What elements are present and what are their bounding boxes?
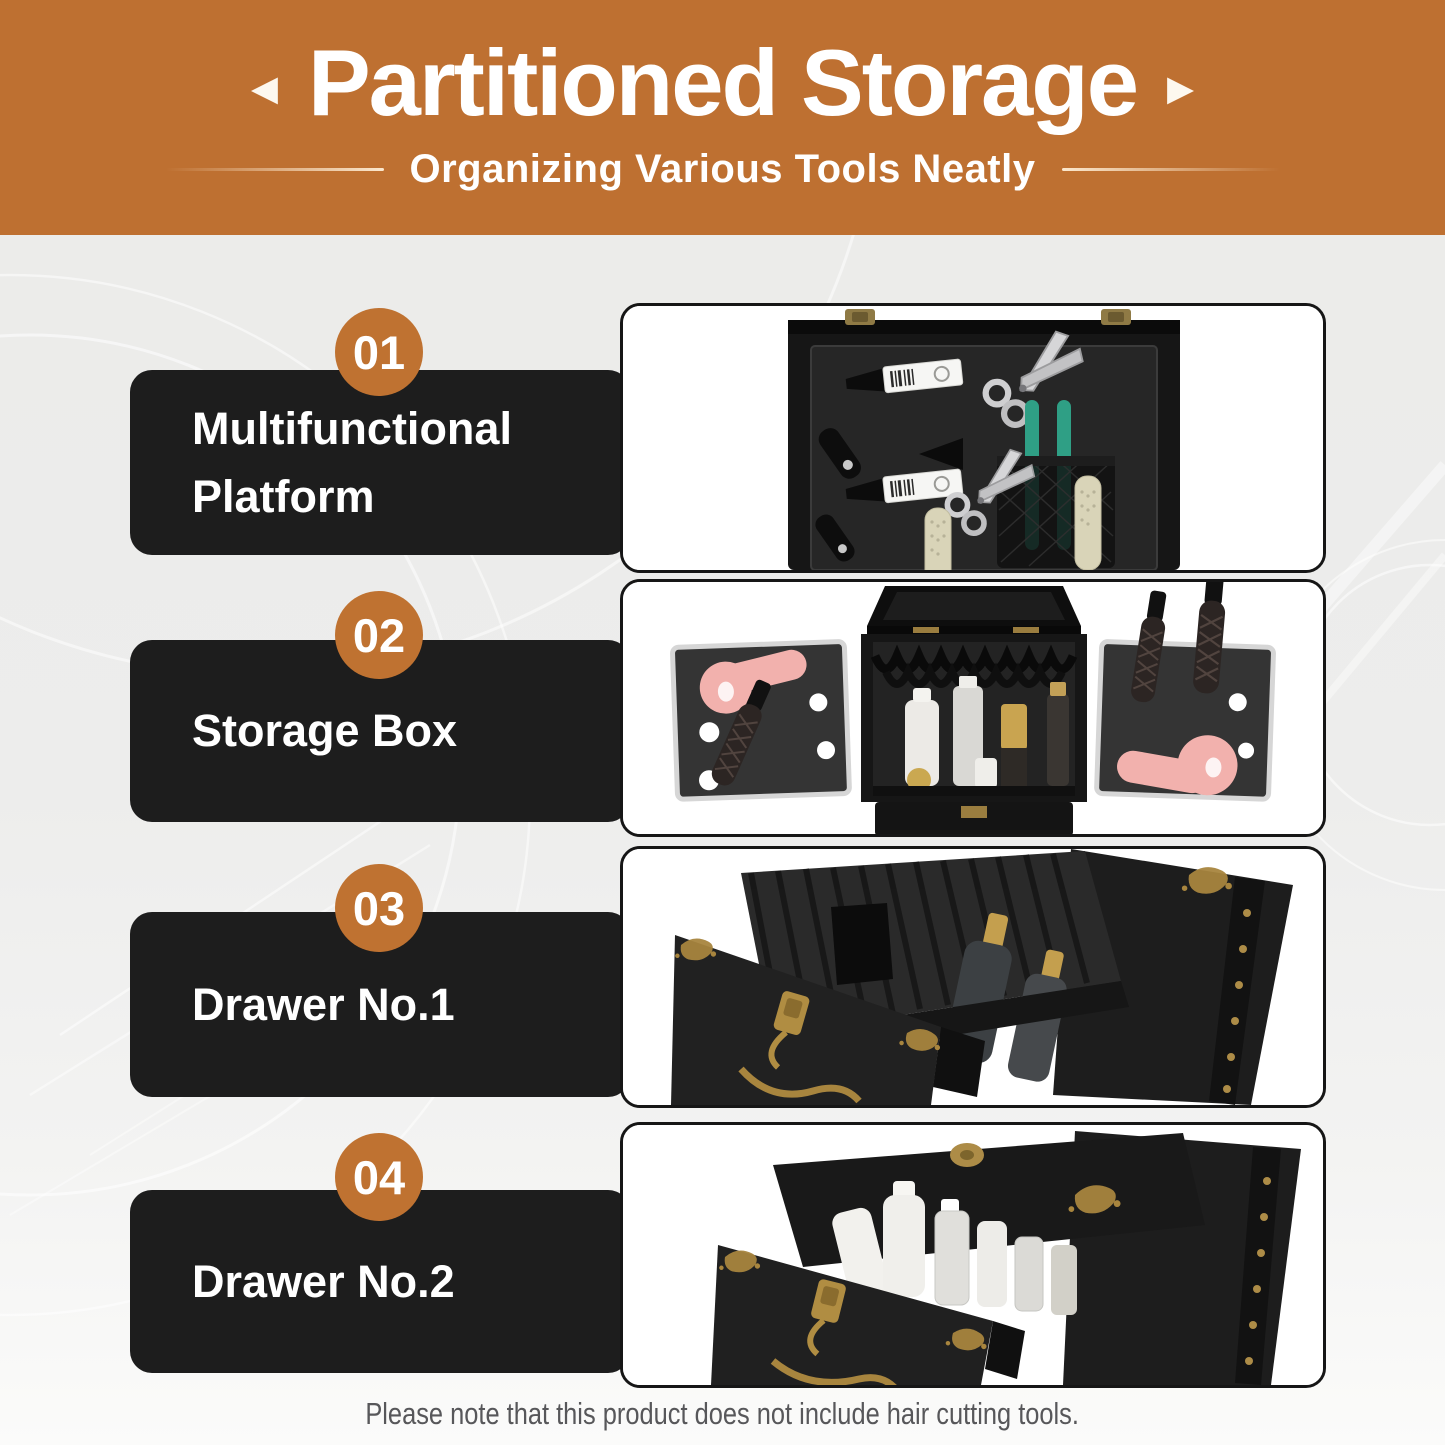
title-row [0, 30, 1445, 135]
cream-wand [925, 508, 951, 570]
feature-1-label: Multifunctional Platform [192, 403, 512, 522]
open-storage-box-trays-photo [623, 582, 1323, 834]
cream-wand [1075, 476, 1101, 570]
subtitle-left-line [166, 168, 384, 171]
open-lid-tool-platform-photo [623, 306, 1323, 570]
center-compartment [861, 634, 1087, 834]
left-fold-out-tray [672, 641, 849, 799]
feature-2-photo-card [620, 579, 1326, 837]
header-banner [0, 0, 1445, 235]
page-subtitle: Organizing Various Tools Neatly [409, 146, 1036, 191]
feature-4-label: Drawer No.2 [192, 1255, 455, 1307]
page-title: Partitioned Storage [307, 30, 1138, 135]
footer-note-row [0, 1396, 1445, 1432]
feature-3-photo-card [620, 846, 1326, 1108]
feature-1-label-box [130, 370, 630, 555]
right-fold-out-tray [1096, 641, 1273, 799]
left-arrow-icon: ◂ [250, 57, 278, 118]
feature-3-number-badge: 03 [335, 864, 423, 952]
feature-3-label: Drawer No.1 [192, 978, 455, 1030]
case-lid-tilted [867, 586, 1081, 634]
subtitle-row [0, 147, 1445, 192]
subtitle-right-line [1062, 168, 1280, 171]
feature-4-number-badge: 04 [335, 1133, 423, 1221]
open-drawer-1-photo [623, 849, 1323, 1105]
open-drawer-2-photo [623, 1125, 1323, 1385]
right-arrow-icon: ▸ [1167, 57, 1195, 118]
feature-4-photo-card [620, 1122, 1326, 1388]
feature-1-photo-card [620, 303, 1326, 573]
feature-2-label: Storage Box [192, 705, 458, 757]
footer-note: Please note that this product does not include hair cutting tools. [365, 1396, 1080, 1431]
feature-2-number-badge: 02 [335, 591, 423, 679]
feature-1-number-badge: 01 [335, 308, 423, 396]
